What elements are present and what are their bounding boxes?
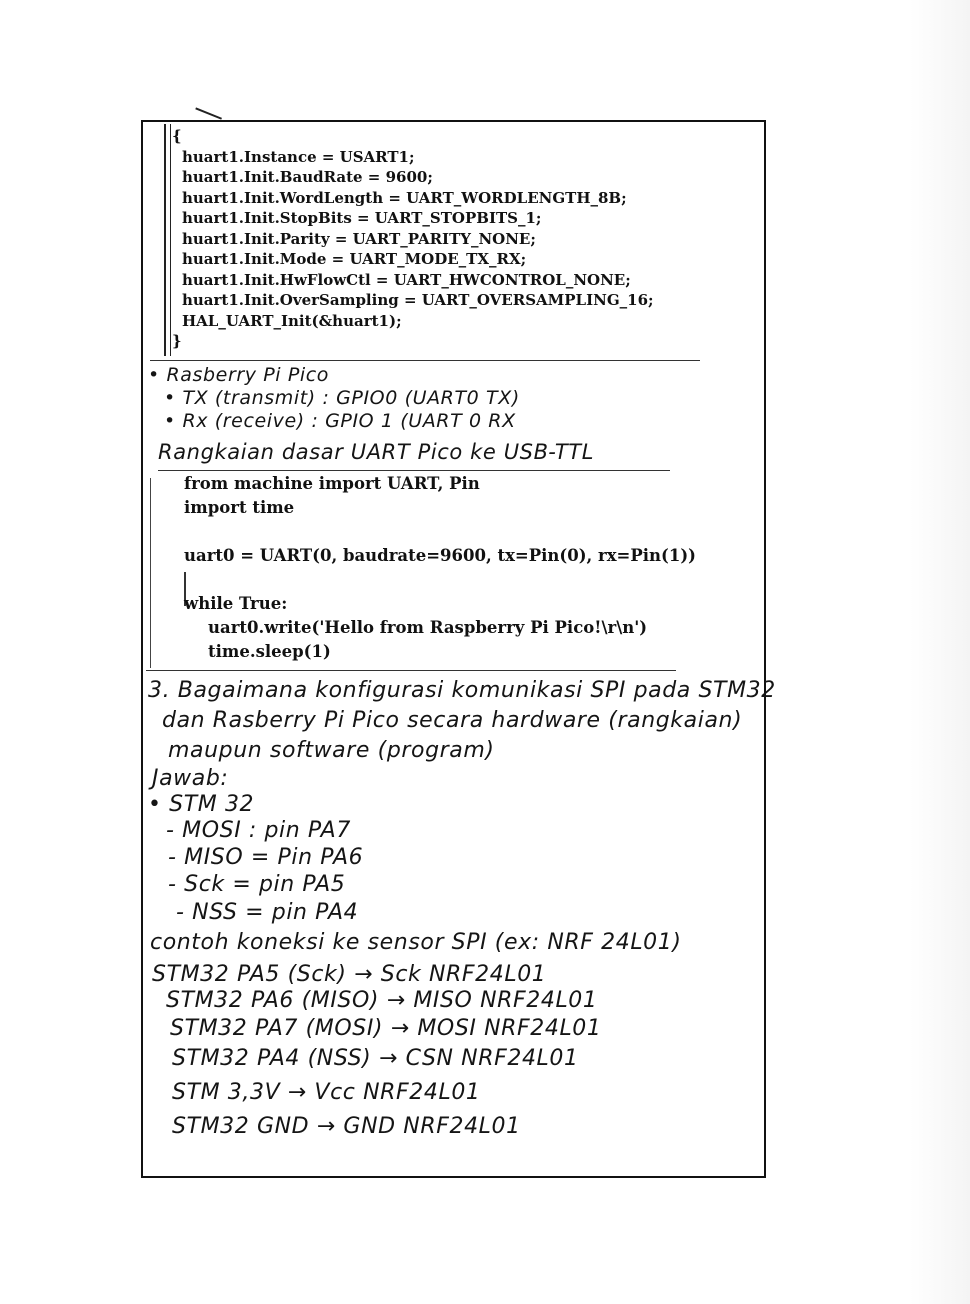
connection-line: STM32 PA6 (MISO) → MISO NRF24L01 <box>166 988 598 1013</box>
question-3-line-3: maupun software (program) <box>168 738 495 763</box>
pico-uart-code <box>184 472 696 664</box>
code-line: huart1.Init.Mode = UART_MODE_TX_RX; <box>182 250 527 268</box>
section-divider <box>158 470 670 471</box>
code-margin-line <box>150 478 151 668</box>
pin-nss: - NSS = pin PA4 <box>176 900 359 925</box>
code-line: time.sleep(1) <box>208 642 331 661</box>
question-3-line-2: dan Rasberry Pi Pico secara hardware (rangkaian) <box>162 708 743 733</box>
code-close-brace: } <box>172 332 182 350</box>
connection-line: STM32 PA7 (MOSI) → MOSI NRF24L01 <box>170 1016 602 1041</box>
connection-line: STM32 PA4 (NSS) → CSN NRF24L01 <box>172 1046 579 1071</box>
connection-line: STM32 PA5 (Sck) → Sck NRF24L01 <box>152 962 547 987</box>
code-line: huart1.Init.StopBits = UART_STOPBITS_1; <box>182 209 542 227</box>
code-line: huart1.Instance = USART1; <box>182 147 415 166</box>
code-line: huart1.Init.BaudRate = 9600; <box>182 168 433 186</box>
pico-heading: • Rasberry Pi Pico <box>148 364 330 386</box>
pin-miso: - MISO = Pin PA6 <box>168 845 364 870</box>
code-line: huart1.Init.HwFlowCtl = UART_HWCONTROL_NONE; <box>182 270 631 289</box>
pico-circuit-subtitle: Rangkaian dasar UART Pico ke USB-TTL <box>158 440 595 464</box>
section-divider <box>146 670 676 671</box>
code-blank-line <box>184 520 696 544</box>
code-line: huart1.Init.Parity = UART_PARITY_NONE; <box>182 229 536 248</box>
stm32-uart-code <box>172 126 654 352</box>
code-line: import time <box>184 498 295 517</box>
pico-rx-note: • Rx (receive) : GPIO 1 (UART 0 RX <box>164 410 516 432</box>
example-title: contoh koneksi ke sensor SPI (ex: NRF 24L01) <box>150 930 682 955</box>
code-line: from machine import UART, Pin <box>184 474 480 493</box>
answer-label: Jawab: <box>152 766 229 791</box>
pin-mosi: - MOSI : pin PA7 <box>166 818 351 843</box>
code-margin-line <box>164 124 171 356</box>
code-line: HAL_UART_Init(&huart1); <box>182 311 402 330</box>
pin-sck: - Sck = pin PA5 <box>168 872 346 897</box>
connection-line: STM32 GND → GND NRF24L01 <box>172 1114 521 1139</box>
scan-edge <box>910 0 970 1304</box>
code-line: while True: <box>184 594 288 613</box>
connection-line: STM 3,3V → Vcc NRF24L01 <box>172 1080 481 1105</box>
code-line: huart1.Init.WordLength = UART_WORDLENGTH_8B; <box>182 188 627 207</box>
pico-tx-note: • TX (transmit) : GPIO0 (UART0 TX) <box>164 387 520 409</box>
code-open-brace: { <box>172 127 182 145</box>
code-blank-line <box>184 568 696 592</box>
code-line: uart0.write('Hello from Raspberry Pi Pico!\r\n') <box>208 618 648 637</box>
question-3-line-1: 3. Bagaimana konfigurasi komunikasi SPI pada STM32 <box>148 678 776 703</box>
code-line: uart0 = UART(0, baudrate=9600, tx=Pin(0), rx=Pin(1)) <box>184 546 696 565</box>
stm32-heading: • STM 32 <box>148 792 255 817</box>
code-line: huart1.Init.OverSampling = UART_OVERSAMPLING_16; <box>182 291 654 309</box>
section-divider <box>150 360 700 361</box>
